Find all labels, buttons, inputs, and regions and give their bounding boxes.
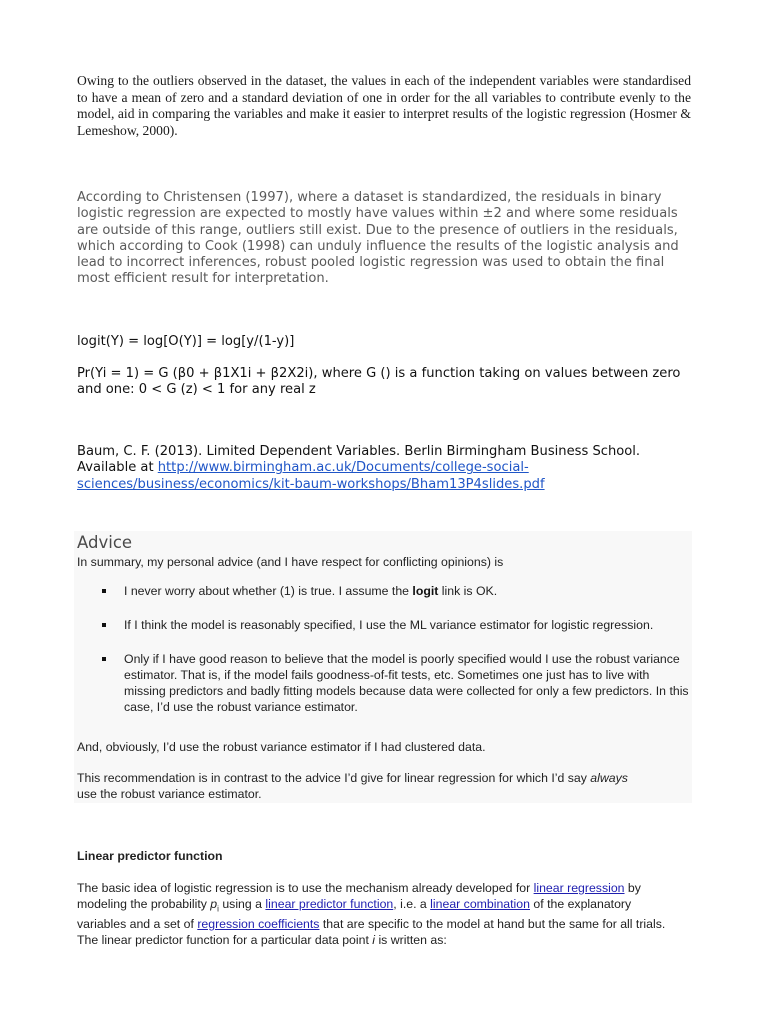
reference-text: Baum, C. F. (2013). Limited Dependent Variables. Berlin Birmingham Business School. Available at bbox=[77, 444, 641, 476]
advice-bullet-1: I never worry about whether (1) is true. I assume the logit link is OK. bbox=[77, 584, 689, 600]
advice-bullet-3: Only if I have good reason to believe that the model is poorly specified would I use the robust variance estimator. That is, if the model fails goodness-of-fit tests, etc. Sometimes one just has to live with missing predictors and badly fitting models because data were collected for only a few predictors. In this case, I’d use the robust variance estimator. bbox=[77, 652, 689, 716]
reference-link[interactable]: http://www.birmingham.ac.uk/Documents/college-social-sciences/business/economics/kit-baum-workshops/Bham13P4slides.pdf bbox=[77, 460, 545, 492]
advice-clustered-note: And, obviously, I’d use the robust variance estimator if I had clustered data. bbox=[77, 740, 486, 754]
formula-probability: Pr(Yi = 1) = G (β0 + β1X1i + β2X2i), where G () is a function taking on values between zero and one: 0 < G (z) < 1 for any real z bbox=[77, 366, 681, 398]
link-linear-predictor-function[interactable]: linear predictor function bbox=[265, 896, 394, 911]
link-linear-combination[interactable]: linear combination bbox=[430, 896, 530, 911]
advice-recommendation: This recommendation is in contrast to the advice I’d give for linear regression for which I’d say always use the robust variance estimator. bbox=[77, 771, 628, 801]
advice-intro: In summary, my personal advice (and I have respect for conflicting opinions) is bbox=[77, 555, 504, 569]
advice-bullet-2: If I think the model is reasonably specified, I use the ML variance estimator for logistic regression. bbox=[77, 618, 689, 634]
formula-logit: logit(Y) = log[O(Y)] = log[y/(1-y)] bbox=[77, 334, 295, 349]
italic-i: i bbox=[372, 933, 376, 948]
paragraph-standardisation: Owing to the outliers observed in the dataset, the values in each of the independent variables were standardised to have a mean of zero and a standard deviation of one in order for the all variables to contribute evenly to the model, aid in comparing the variables and make it easier to interpret results of the logistic regression (Hosmer & Lemeshow, 2000). bbox=[77, 73, 691, 138]
linear-predictor-paragraph: The basic idea of logistic regression is to use the mechanism already developed for linear regression by modeling the probability $p_i$ using a linear predictor function, i.e. a linear combination of the explanatory variables and a set of regression coefficients that are specific to the model at hand but the same for all trials. The linear predictor function for a particular data point i is written as: bbox=[77, 881, 666, 948]
paragraph-residuals: According to Christensen (1997), where a dataset is standardized, the residuals in binary logistic regression are expected to mostly have values within ±2 and where some residuals are outside of this range, outliers still exist. Due to the presence of outliers in the residuals, which according to Cook (1998) can unduly influence the results of the logistic analysis and lead to incorrect inferences, robust pooled logistic regression was used to obtain the final most efficient result for interpretation. bbox=[77, 190, 679, 287]
always-italic: always bbox=[590, 771, 628, 785]
link-linear-regression[interactable]: linear regression bbox=[533, 881, 625, 895]
reference-baum bbox=[77, 444, 697, 493]
advice-bullet-list bbox=[77, 584, 689, 733]
italic-p: p bbox=[210, 896, 218, 911]
logit-bold: logit bbox=[412, 584, 439, 598]
link-regression-coefficients[interactable]: regression coefficients bbox=[197, 917, 320, 932]
linear-predictor-heading: Linear predictor function bbox=[77, 849, 223, 863]
advice-title: Advice bbox=[77, 533, 133, 552]
